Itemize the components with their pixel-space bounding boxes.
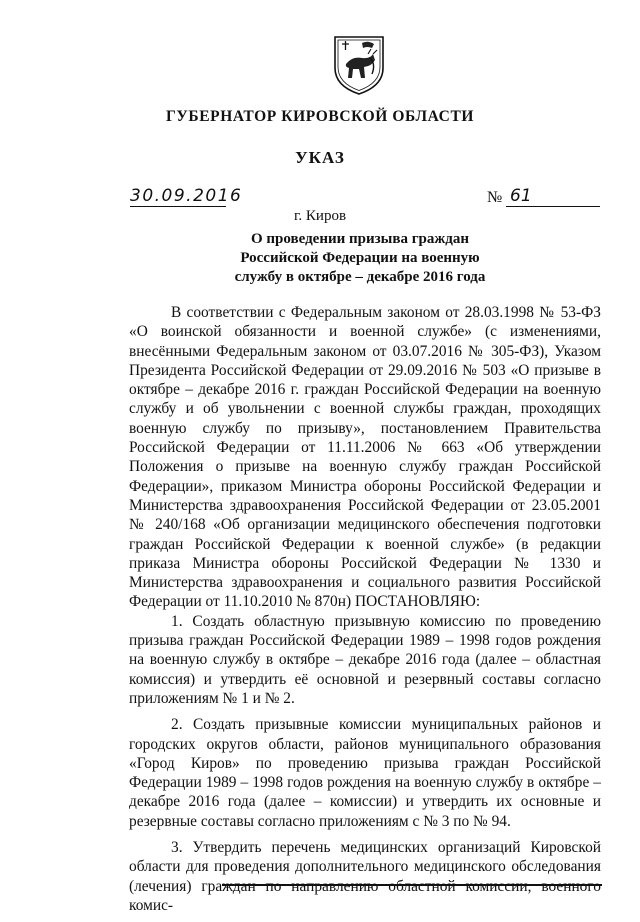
number-label: № (487, 189, 503, 206)
document-body (129, 303, 601, 922)
preamble-paragraph: В соответствии с Федеральным законом от 28.03.1998 № 53-ФЗ «О воинской обязанности и военной службе» (с изменениями, внесёнными Федеральным законом от 03.07.2016 № 305-ФЗ), Указом Президента Российской Федерации от 29.09.2016 № 503 «О призыве в октябре – декабре 2016 г. граждан Российской Федерации на военную службу и об увольнении с военной службы граждан, проходящих военную службу по призыву», постановлением Правительства Российской Федерации от 11.11.2006 № 663 «Об утверждении Положения о призыве на военную службу граждан Российской Федерации», приказом Министра обороны Российской Федерации и Министерства здравоохранения Российской Федерации от 23.05.2001 № 240/168 «Об организации медицинского обеспечения подготовки граждан Российской Федерации к военной службе» (в редакции приказа Министра обороны Российской Федерации № 1330 и Министерства здравоохранения и социального развития Российской Федерации от 11.10.2010 № 870н) ПОСТАНОВЛЯЮ: (129, 304, 601, 611)
clause-paragraph: 3. Утвердить перечень медицинских организаций Кировской области для проведения дополнительного медицинского обследования (лечения) граждан по направлению областной комиссии, военного комис- (129, 839, 601, 914)
document-subject: О проведении призыва граждан Российской Федерации на военную службу в октябре – декабре 2016 года (234, 231, 486, 285)
document-type: УКАЗ (295, 148, 345, 167)
authority-title: ГУБЕРНАТОР КИРОВСКОЙ ОБЛАСТИ (165, 108, 475, 125)
clause-paragraph: 2. Создать призывные комиссии муниципальных районов и городских округов области, районов муниципального образования «Город Киров» по проведению призыва граждан Российской Федерации 1989 – 1998 годов рождения на военную службу в октябре – декабре 2016 года (далее – комиссии) и утвердить их основные и резервные составы согласно приложениям с № 3 по № 94. (129, 716, 601, 830)
document-number: 61 (506, 186, 600, 207)
clause-paragraph: 1. Создать областную призывную комиссию по проведению призыва граждан Российской Федерации 1989 – 1998 годов рождения на военную службу в октябре – декабре 2016 года (далее – областная комиссия) и утвердить её основной и резервный составы согласно приложениям № 1 и № 2. (129, 612, 601, 707)
document-date: 30.09.2016 (130, 186, 243, 206)
footer-rule (222, 884, 602, 886)
coat-of-arms-emblem (332, 34, 386, 96)
kirov-coat-of-arms-icon (332, 34, 386, 96)
city: г. Киров (293, 208, 347, 224)
